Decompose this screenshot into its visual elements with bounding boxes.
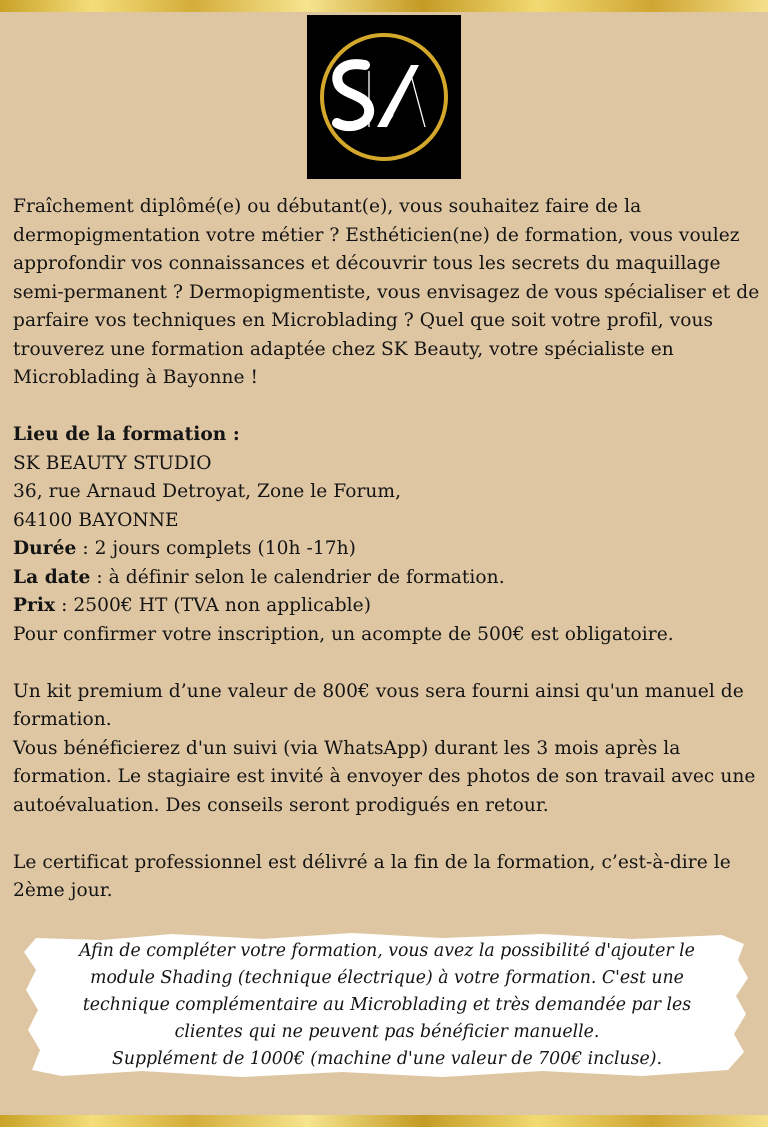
duree-value: : 2 jours complets (10h -17h) <box>76 538 356 559</box>
note-line-4: clientes qui ne peuvent pas bénéficier manuelle. <box>174 1022 600 1042</box>
address-line-1: SK BEAUTY STUDIO <box>13 452 212 474</box>
shading-note <box>22 930 752 1080</box>
prix-value: : 2500€ HT (TVA non applicable) <box>55 595 372 616</box>
acompte-line: Pour confirmer votre inscription, un acompte de 500€ est obligatoire. <box>13 623 674 645</box>
main-content <box>13 193 763 906</box>
note-line-1: Afin de compléter votre formation, vous avez la possibilité d'ajouter le <box>79 941 695 961</box>
intro-paragraph: Fraîchement diplômé(e) ou débutant(e), vous souhaitez faire de la dermopigmentation votre métier ? Esthéticien(ne) de formation, vous voulez approfondir vos connaissances et découvrir tous les secrets du maquillage semi-permanent ? Dermopigmentiste, vous envisagez de vous spécialiser et de parfaire vos techniques en Microblading ? Quel que soit votre profil, vous trouverez une formation adaptée chez SK Beauty, votre spécialiste en Microblading à Bayonne ! <box>13 196 760 388</box>
duree-label: Durée <box>13 538 77 559</box>
suivi-paragraph: Vous bénéficierez d'un suivi (via WhatsApp) durant les 3 mois après la formation. Le stagiaire est invité à envoyer des photos de son travail avec une autoévaluation. Des conseils seront prodigués en retour. <box>13 737 756 816</box>
certificat-paragraph: Le certificat professionnel est délivré a la fin de la formation, c’est-à-dire le 2ème jour. <box>13 851 731 901</box>
duree-line <box>13 535 763 564</box>
date-label: La date <box>13 566 91 588</box>
lieu-label: Lieu de la formation <box>13 424 227 445</box>
lieu-separator: : <box>226 424 240 445</box>
lieu-heading <box>13 421 763 450</box>
address-line-2: 36, rue Arnaud Detroyat, Zone le Forum, <box>13 481 402 502</box>
date-value: : à définir selon le calendrier de formation. <box>90 566 505 588</box>
prix-label: Prix <box>13 595 56 616</box>
gold-border-bottom <box>0 1115 768 1127</box>
gold-border-top <box>0 0 768 12</box>
prix-line <box>13 592 763 621</box>
address-line-3: 64100 BAYONNE <box>13 509 179 531</box>
note-line-2: module Shading (technique électrique) à votre formation. C'est une <box>90 968 684 988</box>
note-line-5: Supplément de 1000€ (machine d'une valeur de 700€ incluse). <box>112 1049 662 1069</box>
note-line-3: technique complémentaire au Microblading et très demandée par les <box>82 995 692 1015</box>
date-line <box>13 564 763 593</box>
sk-logo <box>307 15 461 179</box>
kit-paragraph: Un kit premium d’une valeur de 800€ vous sera fourni ainsi qu'un manuel de formation. <box>13 680 744 730</box>
